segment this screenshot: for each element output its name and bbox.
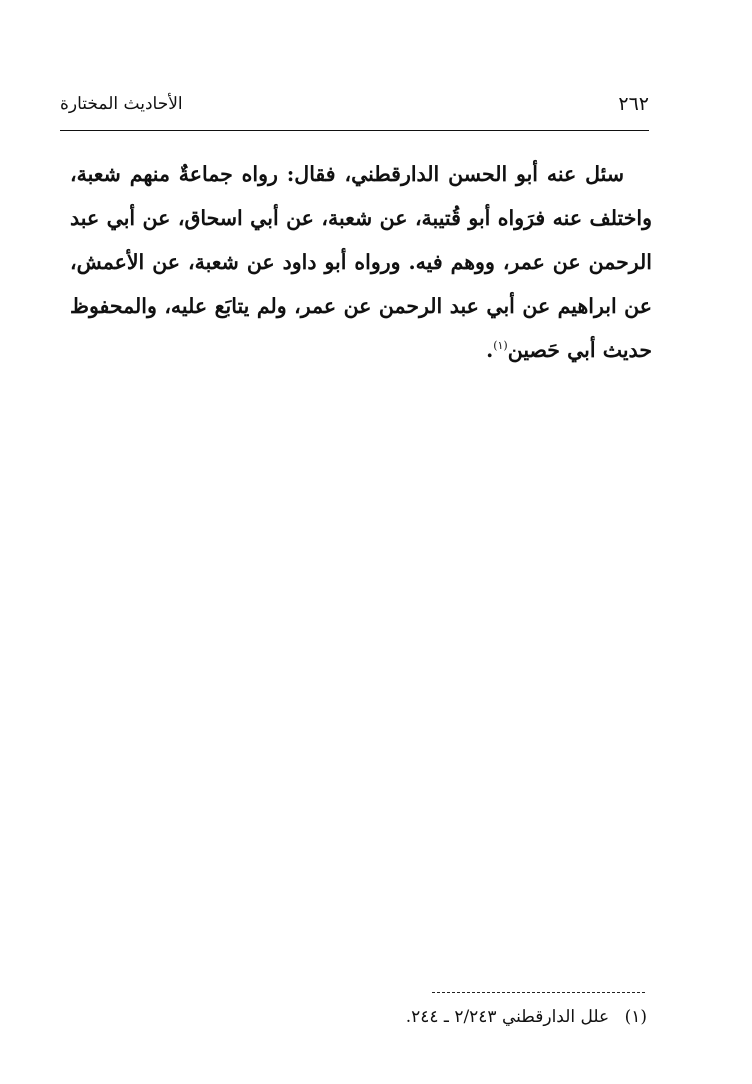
paragraph-end: . (486, 338, 494, 362)
page-number: ٢٦٢ (618, 93, 649, 115)
running-head (60, 92, 649, 120)
running-title: الأحاديث المختارة (60, 94, 183, 114)
footnote-text: علل الدارقطني ٢/٢٤٣ ـ ٢٤٤. (405, 1007, 610, 1027)
footnote (300, 1004, 647, 1030)
paragraph-text: سئل عنه أبو الحسن الدارقطني، فقال: رواه جماعةٌ منهم شعبة، واختلف عنه فرَواه أبو قُتيبة، عن شعبة، عن أبي اسحاق، عن أبي عبد الرحمن عن عمر، ووهم فيه. ورواه أبو داود عن شعبة، عن الأعمش، عن ابراهيم عن أبي عبد الرحمن عن عمر، ولم يتابَع عليه، والمحفوظ حديث أبي حَصين (70, 162, 652, 362)
main-text (70, 152, 652, 372)
footnote-number: (١) (624, 1007, 647, 1027)
footnote-separator (432, 992, 645, 993)
paragraph (70, 152, 652, 372)
footnote-reference: (١) (493, 339, 508, 353)
header-rule (60, 130, 649, 131)
